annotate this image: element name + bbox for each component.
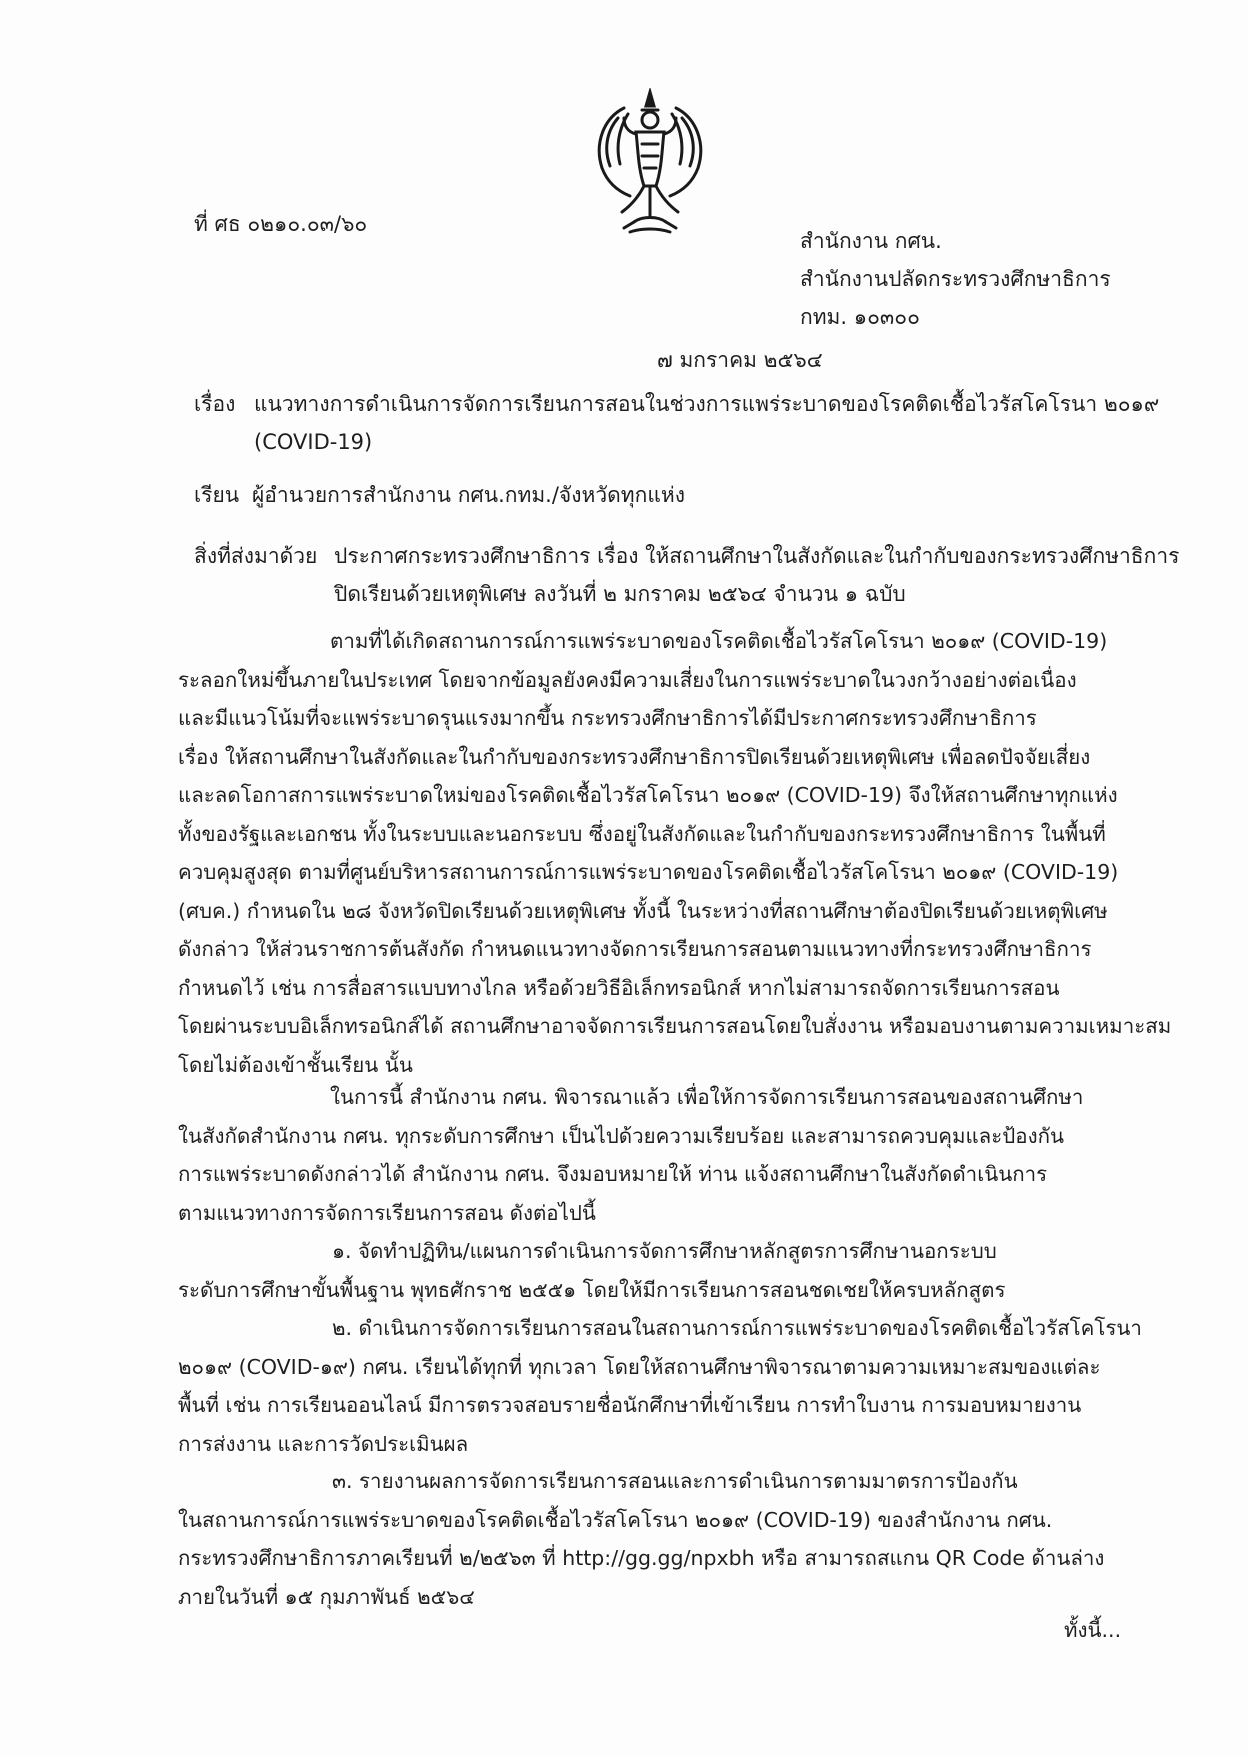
- paragraph-line: การส่งงาน และการวัดประเมินผล: [178, 1431, 469, 1456]
- paragraph-line: และมีแนวโน้มที่จะแพร่ระบาดรุนแรงมากขึ้น กระทรวงศึกษาธิการได้มีประกาศกระทรวงศึกษาธิการ: [178, 706, 1037, 730]
- enclosure-text: ประกาศกระทรวงศึกษาธิการ เรื่อง ให้สถานศึกษาในสังกัดและในกำกับของกระทรวงศึกษาธิการ: [334, 544, 1180, 568]
- paragraph-line: การแพร่ระบาดดังกล่าวได้ สำนักงาน กศน. จึงมอบหมายให้ ท่าน แจ้งสถานศึกษาในสังกัดดำเนินการ: [178, 1162, 1048, 1186]
- to-text: ผู้อำนวยการสำนักงาน กศน.กทม./จังหวัดทุกแห่ง: [252, 483, 685, 507]
- subject-label: เรื่อง: [194, 392, 236, 416]
- instruction-item-1: [178, 1232, 1132, 1309]
- sender-address: [800, 222, 1111, 336]
- paragraph-line: ภายในวันที่ ๑๕ กุมภาพันธ์ ๒๕๖๔: [178, 1584, 475, 1609]
- paragraph-line: เรื่อง ให้สถานศึกษาในสังกัดและในกำกับของกระทรวงศึกษาธิการปิดเรียนด้วยเหตุพิเศษ เพื่อลดปัจจัยเสี่ยง: [178, 744, 1091, 769]
- reference-number: ที่ ศธ ๐๒๑๐.๐๓/๖๐: [194, 212, 368, 236]
- paragraph-line: โดยผ่านระบบอิเล็กทรอนิกส์ได้ สถานศึกษาอาจจัดการเรียนการสอนโดยใบสั่งงาน หรือมอบงานตามความเหมาะสม: [178, 1014, 1172, 1038]
- paragraph-line: ดังกล่าว ให้ส่วนราชการต้นสังกัด กำหนดแนวทางจัดการเรียนการสอนตามแนวทางที่กระทรวงศึกษาธิการ: [178, 937, 1092, 961]
- continuation-text: ทั้งนี้...: [1064, 1618, 1122, 1642]
- paragraph-line: ตามแนวทางการจัดการเรียนการสอน ดังต่อไปนี้: [178, 1200, 596, 1225]
- paragraph-line: ๑. จัดทำปฏิทิน/แผนการดำเนินการจัดการศึกษาหลักสูตรการศึกษานอกระบบ: [332, 1239, 997, 1263]
- paragraph-line: ระลอกใหม่ขึ้นภายในประเทศ โดยจากข้อมูลยังคงมีความเสี่ยงในการแพร่ระบาดในวงกว้างอย่างต่อเนื่อง: [178, 667, 1077, 692]
- paragraph-line: ทั้งของรัฐและเอกชน ทั้งในระบบและนอกระบบ ซึ่งอยู่ในสังกัดและในกำกับของกระทรวงศึกษาธิการ ในพื้นที่: [178, 821, 1106, 846]
- paragraph-line: ๓. รายงานผลการจัดการเรียนการสอนและการดำเนินการตามมาตรการป้องกัน: [332, 1469, 1018, 1493]
- paragraph-line: ตามที่ได้เกิดสถานการณ์การแพร่ระบาดของโรคติดเชื้อไวรัสโคโรนา ๒๐๑๙ (COVID-19): [330, 629, 1108, 653]
- instruction-item-2: [178, 1309, 1142, 1463]
- paragraph-line: กระทรวงศึกษาธิการภาคเรียนที่ ๒/๒๕๖๓ ที่ http://gg.gg/npxbh หรือ สามารถสแกน QR Code ด้านล่าง: [178, 1546, 1105, 1570]
- paragraph-line: พื้นที่ เช่น การเรียนออนไลน์ มีการตรวจสอบรายชื่อนักศึกษาที่เข้าเรียน การทำใบงาน การมอบหมายงาน: [178, 1393, 1082, 1417]
- paragraph-line: ในสถานการณ์การแพร่ระบาดของโรคติดเชื้อไวรัสโคโรนา ๒๐๑๙ (COVID-19) ของสำนักงาน กศน.: [178, 1507, 1053, 1532]
- paragraph-line: ควบคุมสูงสุด ตามที่ศูนย์บริหารสถานการณ์การแพร่ระบาดของโรคติดเชื้อไวรัสโคโรนา ๒๐๑๙ (COVID-19): [178, 860, 1119, 884]
- garuda-emblem-icon: [584, 88, 716, 238]
- instruction-item-3: [178, 1462, 1132, 1616]
- address-line: สำนักงานปลัดกระทรวงศึกษาธิการ: [800, 267, 1111, 291]
- to-label: เรียน: [194, 483, 240, 507]
- paragraph-line: ในสังกัดสำนักงาน กศน. ทุกระดับการศึกษา เป็นไปด้วยความเรียบร้อย และสามารถควบคุมและป้องกัน: [178, 1123, 1065, 1148]
- subject-text-cont: (COVID-19): [254, 430, 373, 454]
- body-paragraph-1: [178, 622, 1172, 1084]
- subject-text: แนวทางการดำเนินการจัดการเรียนการสอนในช่วงการแพร่ระบาดของโรคติดเชื้อไวรัสโคโรนา ๒๐๑๙: [254, 392, 1160, 416]
- address-line: กทม. ๑๐๓๐๐: [800, 305, 920, 329]
- enclosure-label: สิ่งที่ส่งมาด้วย: [194, 544, 318, 568]
- paragraph-line: ๒. ดำเนินการจัดการเรียนการสอนในสถานการณ์การแพร่ระบาดของโรคติดเชื้อไวรัสโคโรนา: [332, 1316, 1142, 1340]
- letter-date: ๗ มกราคม ๒๕๖๔: [657, 348, 823, 372]
- enclosure-text-cont: ปิดเรียนด้วยเหตุพิเศษ ลงวันที่ ๒ มกราคม ๒๕๖๔ จำนวน ๑ ฉบับ: [334, 582, 906, 606]
- paragraph-line: และลดโอกาสการแพร่ระบาดใหม่ของโรคติดเชื้อไวรัสโคโรนา ๒๐๑๙ (COVID-19) จึงให้สถานศึกษาทุกแห่ง: [178, 783, 1118, 807]
- body-paragraph-2: [178, 1078, 1132, 1232]
- paragraph-line: กำหนดไว้ เช่น การสื่อสารแบบทางไกล หรือด้วยวิธีอิเล็กทรอนิกส์ หากไม่สามารถจัดการเรียนการสอน: [178, 975, 1060, 1000]
- paragraph-line: (ศบค.) กำหนดใน ๒๘ จังหวัดปิดเรียนด้วยเหตุพิเศษ ทั้งนี้ ในระหว่างที่สถานศึกษาต้องปิดเรียนด้วยเหตุพิเศษ: [178, 898, 1108, 923]
- address-line: สำนักงาน กศน.: [800, 229, 942, 253]
- paragraph-line: ระดับการศึกษาขั้นพื้นฐาน พุทธศักราช ๒๕๕๑ โดยให้มีการเรียนการสอนชดเชยให้ครบหลักสูตร: [178, 1277, 1006, 1302]
- paragraph-line: ในการนี้ สำนักงาน กศน. พิจารณาแล้ว เพื่อให้การจัดการเรียนการสอนของสถานศึกษา: [330, 1085, 1084, 1109]
- paragraph-line: ๒๐๑๙ (COVID-๑๙) กศน. เรียนได้ทุกที่ ทุกเวลา โดยให้สถานศึกษาพิจารณาตามความเหมาะสมของแต่ละ: [178, 1354, 1101, 1379]
- paragraph-line: โดยไม่ต้องเข้าชั้นเรียน นั้น: [178, 1052, 413, 1077]
